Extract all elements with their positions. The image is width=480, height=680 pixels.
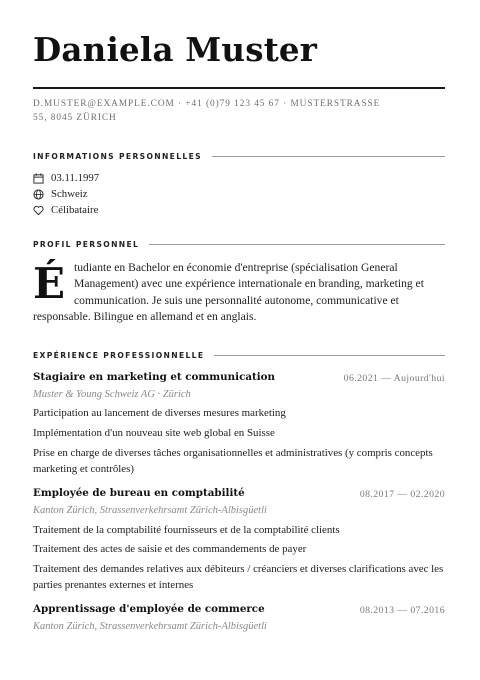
job-bullet: Participation au lancement de diverses mesures marketing xyxy=(33,407,286,419)
job-title: Apprentissage d'employée de commerce xyxy=(33,603,265,615)
job-company: Muster & Young Schweiz AG · Zürich xyxy=(33,389,191,400)
section-title: EXPÉRIENCE PROFESSIONNELLE xyxy=(33,351,205,360)
section-divider xyxy=(149,244,445,245)
section-profile xyxy=(33,240,445,249)
section-experience xyxy=(33,351,445,360)
section-title: PROFIL PERSONNEL xyxy=(33,240,140,249)
job-title: Employée de bureau en comptabilité xyxy=(33,487,245,499)
profile-text: tudiante en Bachelor en économie d'entreprise (spécialisation General Management) avec une expérience internationale en branding, marketing et communication. Je suis une personnalité autonome, communicative et responsable. Bilingue en allemand et en anglais. xyxy=(33,261,424,324)
calendar-icon xyxy=(33,173,44,184)
section-title: INFORMATIONS PERSONNELLES xyxy=(33,152,202,161)
info-text: Célibataire xyxy=(51,204,99,216)
heart-icon xyxy=(33,205,44,216)
job-bullet: Traitement de la comptabilité fournisseurs et de la comptabilité clients xyxy=(33,524,340,536)
job-bullet: Traitement des demandes relatives aux débiteurs / créanciers et diverses clarifications avec les parties prenantes externes et internes xyxy=(33,563,444,591)
section-divider xyxy=(214,355,445,356)
job-bullet: Implémentation d'un nouveau site web global en Suisse xyxy=(33,427,275,439)
contact-line: D.MUSTER@EXAMPLE.COM · +41 (0)79 123 45 67 · MUSTERSTRASSE 55, 8045 ZÜRICH xyxy=(33,99,381,123)
job-title: Stagiaire en marketing et communication xyxy=(33,371,276,383)
candidate-name: Daniela Muster xyxy=(33,30,318,69)
info-marital-status xyxy=(33,204,98,216)
job-company: Kanton Zürich, Strassenverkehrsamt Zürich-Albisgüetli xyxy=(33,621,267,632)
job-bullet: Prise en charge de diverses tâches organisationnelles et administratives (y compris concepts marketing et contrôles) xyxy=(33,447,433,475)
globe-icon xyxy=(33,189,44,200)
header-divider xyxy=(33,87,445,89)
section-personal-info xyxy=(33,152,445,161)
job-bullet: Traitement des actes de saisie et des commandements de payer xyxy=(33,543,307,555)
drop-cap: É xyxy=(33,259,66,308)
info-text: Schweiz xyxy=(51,188,88,200)
job-company: Kanton Zürich, Strassenverkehrsamt Zürich-Albisgüetli xyxy=(33,505,267,516)
profile-summary xyxy=(33,260,445,326)
info-nationality xyxy=(33,188,88,200)
job-dates: 08.2017 — 02.2020 xyxy=(359,489,445,500)
info-text: 03.11.1997 xyxy=(51,172,100,184)
section-divider xyxy=(212,156,445,157)
job-dates: 08.2013 — 07.2016 xyxy=(359,605,445,616)
job-dates: 06.2021 — Aujourd'hui xyxy=(343,373,445,384)
info-birthdate xyxy=(33,172,99,184)
